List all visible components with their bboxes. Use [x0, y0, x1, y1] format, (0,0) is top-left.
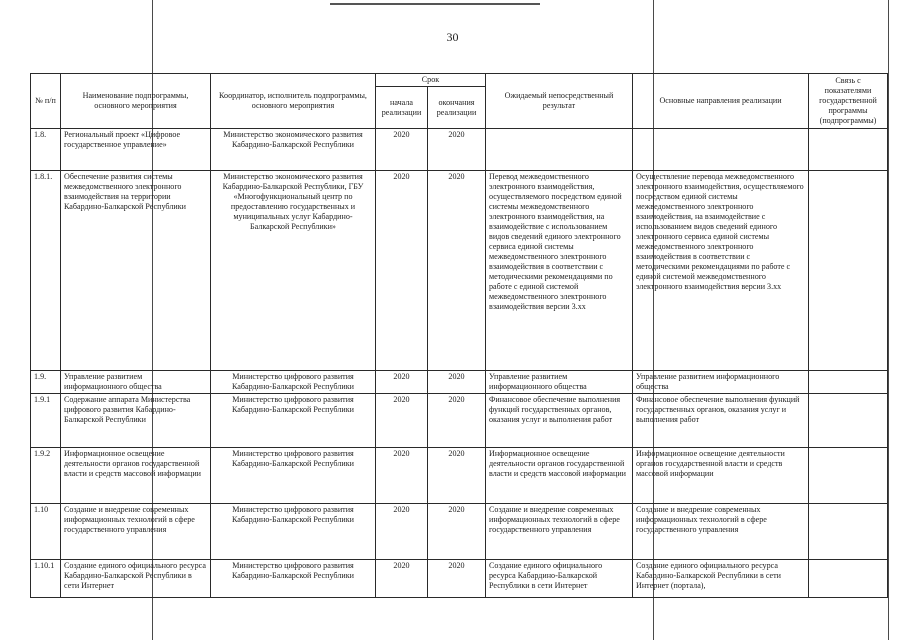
row-end: 2020 — [428, 448, 486, 504]
row-link — [809, 504, 888, 560]
row-coordinator: Министерство цифрового развития Кабардино-Балкарской Республики — [211, 504, 376, 560]
row-directions: Создание и внедрение современных информационных технологий в сфере государственного управления — [633, 504, 809, 560]
row-end: 2020 — [428, 171, 486, 371]
program-table — [30, 73, 888, 598]
row-start: 2020 — [376, 129, 428, 171]
row-result: Перевод межведомственного электронного взаимодействия, осуществляемого посредством единой системы межведомственного электронного взаимодействия, на взаимодействие с использованием видов сведений единого электронного сервиса единой системы межведомственного электронного взаимодействия в соответствии с методическими рекомендациями по работе с единой системой межведомственного электронного взаимодействия версии 3.хх — [486, 171, 633, 371]
row-coordinator: Министерство экономического развития Кабардино-Балкарской Республики — [211, 129, 376, 171]
row-name: Управление развитием информационного общества — [61, 371, 211, 394]
table-row — [31, 171, 888, 371]
row-directions: Создание единого официального ресурса Кабардино-Балкарской Республики в сети Интернет (портала), — [633, 560, 809, 598]
header-term: Срок — [376, 74, 486, 87]
header-directions: Основные направления реализации — [633, 74, 809, 129]
header-name: Наименование подпрограммы, основного мероприятия — [61, 74, 211, 129]
row-link — [809, 171, 888, 371]
row-result: Создание и внедрение современных информационных технологий в сфере государственного управления — [486, 504, 633, 560]
header-end: окончания реализации — [428, 87, 486, 129]
row-num: 1.10.1 — [31, 560, 61, 598]
row-directions: Управление развитием информационного общества — [633, 371, 809, 394]
row-num: 1.10 — [31, 504, 61, 560]
table-row — [31, 129, 888, 171]
table-row — [31, 448, 888, 504]
table-row — [31, 504, 888, 560]
row-link — [809, 394, 888, 448]
table-row — [31, 394, 888, 448]
row-start: 2020 — [376, 448, 428, 504]
row-result: Информационное освещение деятельности органов государственной власти и средств массовой информации — [486, 448, 633, 504]
scan-artifact-top — [330, 3, 540, 5]
row-num: 1.9.2 — [31, 448, 61, 504]
row-end: 2020 — [428, 394, 486, 448]
row-name: Информационное освещение деятельности органов государственной власти и средств массовой информации — [61, 448, 211, 504]
row-result — [486, 129, 633, 171]
row-num: 1.9.1 — [31, 394, 61, 448]
table-row — [31, 371, 888, 394]
row-directions: Финансовое обеспечение выполнения функций государственных органов, оказания услуг и выполнения работ — [633, 394, 809, 448]
row-name: Региональный проект «Цифровое государственное управление» — [61, 129, 211, 171]
row-num: 1.8.1. — [31, 171, 61, 371]
row-name: Создание и внедрение современных информационных технологий в сфере государственного управления — [61, 504, 211, 560]
row-directions — [633, 129, 809, 171]
table-row — [31, 560, 888, 598]
row-coordinator: Министерство экономического развития Кабардино-Балкарской Республики, ГБУ «Многофункциональный центр по предоставлению государственных и муниципальных услуг Кабардино-Балкарской Республики» — [211, 171, 376, 371]
header-coordinator: Координатор, исполнитель подпрограммы, основного мероприятия — [211, 74, 376, 129]
row-start: 2020 — [376, 394, 428, 448]
row-coordinator: Министерство цифрового развития Кабардино-Балкарской Республики — [211, 371, 376, 394]
row-coordinator: Министерство цифрового развития Кабардино-Балкарской Республики — [211, 394, 376, 448]
header-link: Связь с показателями государственной программы (подпрограммы) — [809, 74, 888, 129]
row-result: Финансовое обеспечение выполнения функций государственных органов, оказания услуг и выполнения работ — [486, 394, 633, 448]
row-num: 1.9. — [31, 371, 61, 394]
row-link — [809, 448, 888, 504]
row-directions: Осуществление перевода межведомственного электронного взаимодействия, осуществляемого посредством единой системы межведомственного электронного взаимодействия, на взаимодействие с использованием видов сведений единого электронного сервиса единой системы межведомственного электронного взаимодействия в соответствии с методическими рекомендациями по работе с единой системой межведомственного электронного взаимодействия версии 3.хх — [633, 171, 809, 371]
row-name: Содержание аппарата Министерства цифрового развития Кабардино-Балкарской Республики — [61, 394, 211, 448]
row-link — [809, 129, 888, 171]
row-name: Создание единого официального ресурса Кабардино-Балкарской Республики в сети Интернет — [61, 560, 211, 598]
row-start: 2020 — [376, 504, 428, 560]
header-start: начала реализации — [376, 87, 428, 129]
row-end: 2020 — [428, 129, 486, 171]
row-directions: Информационное освещение деятельности органов государственной власти и средств массовой информации — [633, 448, 809, 504]
row-num: 1.8. — [31, 129, 61, 171]
row-end: 2020 — [428, 371, 486, 394]
page-number: 30 — [446, 30, 459, 44]
row-result: Управление развитием информационного общества — [486, 371, 633, 394]
row-name: Обеспечение развития системы межведомственного электронного взаимодействия на территории Кабардино-Балкарской Республики — [61, 171, 211, 371]
row-link — [809, 371, 888, 394]
row-start: 2020 — [376, 171, 428, 371]
row-coordinator: Министерство цифрового развития Кабардино-Балкарской Республики — [211, 560, 376, 598]
row-start: 2020 — [376, 560, 428, 598]
row-link — [809, 560, 888, 598]
header-result: Ожидаемый непосредственный результат — [486, 74, 633, 129]
row-end: 2020 — [428, 560, 486, 598]
scan-artifact-line — [888, 0, 889, 640]
row-result: Создание единого официального ресурса Кабардино-Балкарской Республики в сети Интернет — [486, 560, 633, 598]
header-row — [31, 74, 888, 87]
row-start: 2020 — [376, 371, 428, 394]
header-num: № п/п — [31, 74, 61, 129]
row-end: 2020 — [428, 504, 486, 560]
row-coordinator: Министерство цифрового развития Кабардино-Балкарской Республики — [211, 448, 376, 504]
